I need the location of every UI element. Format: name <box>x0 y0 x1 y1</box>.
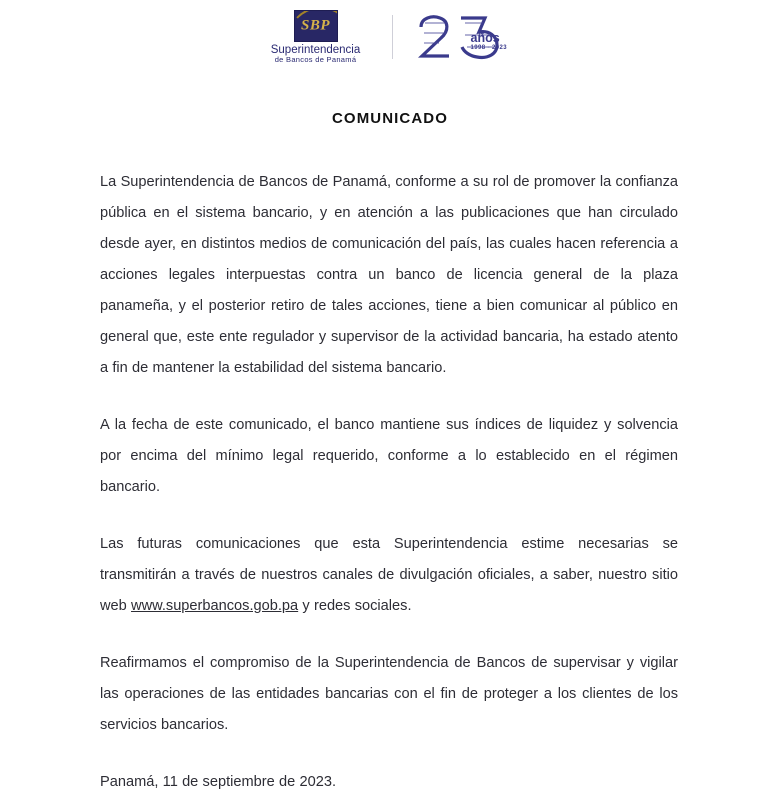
anniversary-years-range: 1998 - 2023 <box>470 45 507 51</box>
sbp-organization-subtitle: de Bancos de Panamá <box>274 55 357 65</box>
superbancos-website-link[interactable]: www.superbancos.gob.pa <box>131 598 299 614</box>
paragraph-3 <box>100 529 678 622</box>
paragraph-2: A la fecha de este comunicado, el banco mantiene sus índices de liquidez y solvencia por encima del mínimo legal requerido, conforme a lo establecido en el régimen bancario. <box>100 417 678 495</box>
anniversary-anos-label: años <box>470 31 500 45</box>
paragraph-1: La Superintendencia de Bancos de Panamá, conforme a su rol de promover la confianza pública en el sistema bancario, y en atención a las publicaciones que han circulado desde ayer, en distintos medios de comunicación del país, las cuales hacen referencia a acciones legales interpuestas contra un banco de licencia general de la plaza panameña, y el posterior retiro de tales acciones, tiene a bien comunicar al público en general que, este ente regulador y supervisor de la actividad bancaria, ha estado atento a fin de mantener la estabilidad del sistema bancario. <box>100 174 678 376</box>
sbp-organization-name: Superintendencia <box>270 43 361 56</box>
document-body <box>0 167 780 798</box>
anniversary-25-icon <box>415 11 519 63</box>
closing-dateline: Panamá, 11 de septiembre de 2023. <box>100 774 337 790</box>
paragraph-3-text-after: y redes sociales. <box>298 598 412 614</box>
paragraph-4: Reafirmamos el compromiso de la Superintendencia de Bancos de supervisar y vigilar las operaciones de las entidades bancarias con el fin de proteger a los clientes de los servicios bancarios. <box>100 655 678 733</box>
page-title: COMUNICADO <box>332 110 448 127</box>
sbp-logo <box>262 10 370 65</box>
anniversary-logo <box>415 11 519 63</box>
document-header <box>0 0 780 65</box>
sbp-emblem-icon <box>294 10 338 42</box>
paragraph-3-text-before: Las futuras comunicaciones que esta Superintendencia estime necesarias se transmitirán a través de nuestros canales de divulgación oficiales, a saber, nuestro sitio web <box>100 536 678 614</box>
logo-divider <box>392 15 393 59</box>
logo-lockup-group <box>262 10 519 65</box>
sbp-monogram-text: SBP <box>300 17 330 34</box>
